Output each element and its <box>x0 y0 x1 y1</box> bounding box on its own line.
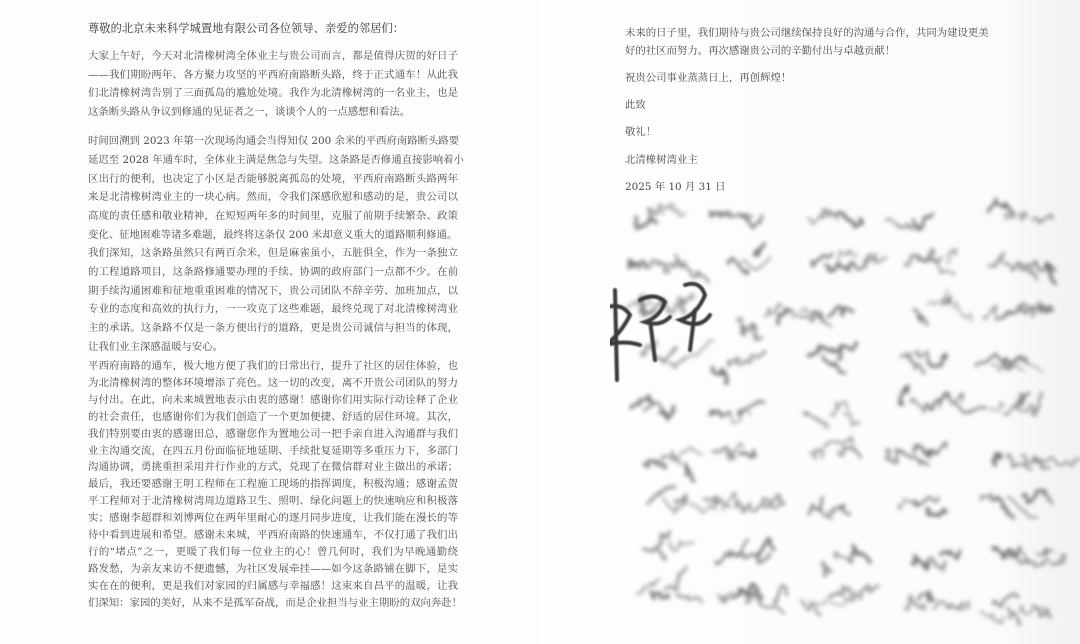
signature-stroke <box>648 205 661 216</box>
letter-line: 我们深知，这条路虽然只有两百余米，但是麻雀虽小，五脏俱全，作为一条独立 <box>88 247 458 259</box>
handwritten-signatures <box>610 190 1080 644</box>
signature-stroke <box>685 463 694 482</box>
letter-line: 路发愁，为亲友来访不便遗憾，为社区发展牵挂——如今这条路铺在脚下，是实 <box>88 562 458 575</box>
letter-line: ——我们期盼两年、各方聚力攻坚的平西府南路断头路，终于正式通车！从此我 <box>88 68 458 81</box>
signature <box>721 492 784 512</box>
signature-stroke <box>980 611 1003 623</box>
letter-line: 实；感谢李超群和刘博两位在两年里耐心的逐月同步进度，让我们能在漫长的等 <box>88 512 458 525</box>
signature-stroke <box>886 219 913 228</box>
signature <box>728 243 771 274</box>
signature-stroke <box>665 567 688 591</box>
signature-stroke <box>1017 393 1029 408</box>
signature <box>980 594 1052 626</box>
signature <box>635 204 686 229</box>
signature-stroke <box>750 323 762 339</box>
signature-stroke <box>990 403 1004 412</box>
signature-stroke <box>1016 263 1037 281</box>
signature <box>710 211 763 228</box>
letter-paragraph <box>88 358 463 612</box>
signature-stroke <box>954 403 987 412</box>
signature-stroke <box>1018 212 1028 221</box>
letter-line: 延迟至 2028 年通车时，全体业主满是焦急与失望。这条路是否修通直接影响着小 <box>88 153 464 166</box>
signature-stroke <box>682 340 713 359</box>
signature-stroke <box>685 265 710 283</box>
letter-line: 的社会责任，也感谢你们为我们创造了一个更加便捷、舒适的居住环境。其次， <box>88 410 458 423</box>
letter-date: 2025 年 10 月 31 日 <box>625 181 726 193</box>
signature-stroke <box>742 256 771 270</box>
signature-stroke <box>1050 554 1065 565</box>
signature <box>648 486 731 513</box>
signature <box>989 252 1057 284</box>
letter-line: 为北清橡树湾的整体环境增添了亮色。这一切的改变，离不开贵公司团队的努力 <box>88 376 458 389</box>
signature-stroke <box>914 351 929 362</box>
letter-line: 待中看到进展和希望。感谢未来城，平西府南路的快速通车，不仅打通了我们出 <box>88 529 458 542</box>
signature <box>976 354 1043 372</box>
signature-stroke <box>838 448 862 458</box>
letter-line: 最后，我还要感谢王明工程师在工程施工现场的指挥调度，积极沟通；感谢孟贺 <box>88 478 458 491</box>
letter-line: 实在在的便利，更是我们对家园的归属感与幸福感！这束来自昌平的温暖，让我 <box>88 579 458 592</box>
signature-stroke <box>814 312 832 327</box>
signature <box>885 443 946 466</box>
signature-stroke <box>885 448 897 463</box>
signature <box>629 255 710 283</box>
signature-stroke <box>905 596 926 610</box>
signature-stroke <box>735 500 750 512</box>
signature <box>994 546 1065 566</box>
signature-stroke <box>639 299 655 315</box>
signature-stroke <box>816 419 829 427</box>
signature-stroke <box>635 217 658 229</box>
signature-stroke <box>758 539 775 556</box>
signature <box>716 539 775 564</box>
signature-stroke <box>1036 549 1053 555</box>
letter-line: 平工程师对于北清橡树湾周边道路卫生、照明、绿化问题上的快速响应和积极落 <box>88 495 458 508</box>
signature-stroke <box>928 354 946 366</box>
signature-stroke <box>642 548 665 559</box>
letter-line: 与付出。在此，向未来城置地表示由衷的感谢！感谢你们用实际行动诠释了企业 <box>88 393 458 406</box>
letter-line: 让我们业主深感温暖与安心。 <box>88 340 224 353</box>
signature-stroke <box>844 414 860 427</box>
signature-stroke <box>774 585 788 603</box>
signature-stroke <box>816 600 848 606</box>
signature <box>990 393 1042 415</box>
closing-jingli: 敬礼！ <box>625 126 657 138</box>
signature-stroke <box>811 253 833 267</box>
letter-line: 时间回溯到 2023 年第一次现场沟通会当得知仅 200 余米的平西府南路断头路要 <box>88 135 460 147</box>
signature-stroke <box>1045 265 1057 284</box>
letter-line: 们北清橡树湾告别了三面孤岛的尴尬处境。我作为北清橡树湾的一名业主，也是 <box>88 87 458 100</box>
signature-stroke <box>668 356 685 368</box>
signature-stroke <box>681 294 692 312</box>
letter-line: 高度的责任感和敬业精神，在短短两年多的时间里，克服了前期手续繁杂、政策 <box>88 210 458 223</box>
signature-stroke <box>778 309 793 325</box>
signature-stroke <box>835 552 854 562</box>
signature <box>988 199 1052 223</box>
signature <box>642 530 694 559</box>
signature-stroke <box>662 204 685 216</box>
signature-stroke <box>993 594 1018 607</box>
signature-stroke <box>656 530 669 545</box>
signature-stroke <box>1032 393 1042 415</box>
signature-stroke <box>669 542 694 550</box>
signature <box>710 401 765 423</box>
signature-stroke <box>898 386 908 405</box>
signature-stroke <box>837 505 851 514</box>
letter-line: 专业的态度和高效的执行力，一一攻克了这些难题，最终兑现了对北清橡树湾业 <box>88 303 458 316</box>
signature-stroke <box>648 486 675 503</box>
signature-stroke <box>677 594 703 602</box>
letter-salutation: 尊敬的北京未来科学城置地有限公司各位领导、亲爱的邻居们： <box>88 22 405 35</box>
signature <box>913 289 972 325</box>
signature-stroke <box>940 550 960 559</box>
signature-stroke <box>1048 457 1080 465</box>
letter-line: 期手续沟通困难和征地重重困难的情况下，贵公司团队不辞辛劳、加班加点，以 <box>88 284 458 297</box>
signature-stroke <box>837 342 857 359</box>
letter-line: 变化、征地困难等诸多难题，最终将这条仅 200 米却意义重大的道路顺利修通。 <box>88 228 458 241</box>
signature-stroke <box>651 590 669 599</box>
letter-line: 平西府南路的通车，极大地方便了我们的日常出行，提升了社区的居住体验，也 <box>88 360 458 372</box>
signature-stroke <box>984 306 998 320</box>
signature-stroke <box>912 497 939 506</box>
signature <box>905 591 969 610</box>
signature <box>631 396 674 419</box>
signature <box>900 351 946 374</box>
signature-stroke <box>740 450 757 458</box>
signature-stroke <box>759 596 784 614</box>
signature-stroke <box>926 509 946 516</box>
letter-line: 业主沟通交流，在四五月份面临征地延期、手续批复延期等多重压力下，多部门 <box>88 444 458 457</box>
signature <box>980 490 1054 520</box>
signature-stroke <box>809 497 823 514</box>
signature <box>637 567 703 603</box>
signature-stroke <box>654 348 677 363</box>
letter-line: 来是北清橡树湾业主的一块心病。然而，令我们深感欣慰和感动的是，贵公司以 <box>88 191 458 204</box>
signature-stroke <box>946 250 958 264</box>
letter-page-right <box>540 0 1080 644</box>
signature <box>898 386 987 413</box>
signature <box>718 584 788 613</box>
signature <box>809 209 863 226</box>
letter-paragraph <box>88 132 464 245</box>
signature-stroke <box>999 307 1027 319</box>
signature <box>912 550 960 571</box>
signature-stroke <box>954 302 972 323</box>
signature <box>898 497 946 516</box>
signature-stroke <box>828 306 854 316</box>
letter-line: 我们特别要由衷的感谢田总，感谢您作为置地公司一把手亲自进入沟通群与我们 <box>88 427 458 440</box>
closing-text: 好的社区而努力。再次感谢贵公司的辛勤付出与卓越贡献！ <box>625 45 896 57</box>
signature <box>803 402 859 428</box>
signature <box>886 213 933 231</box>
closing-text: 未来的日子里，我们期待与贵公司继续保持良好的沟通与合作，共同为建设更美 <box>625 27 989 39</box>
letter-line: 主的承诺。这条路不仅是一条方便出行的道路，更是贵公司诚信与担当的体现， <box>88 322 458 335</box>
signature-stroke <box>809 212 825 224</box>
signature <box>810 438 862 459</box>
letter-line: 这条断头路从争议到修通的见证者之一，谈谈个人的一点感想和看法。 <box>88 106 411 119</box>
signature-stroke <box>727 358 739 367</box>
signature-stroke <box>822 506 837 517</box>
signature <box>992 452 1080 469</box>
signature-stroke <box>988 199 1013 215</box>
signature-stroke <box>858 585 879 598</box>
signature-stroke <box>830 586 852 597</box>
signature-stroke <box>1007 607 1019 626</box>
signature-stroke <box>992 452 1001 465</box>
signature-stroke <box>989 252 1004 266</box>
signature-stroke <box>1032 215 1053 223</box>
letter-line: 的工程道路项目，这条路修通要办理的手续、协调的政府部门一点都不少。在前 <box>88 265 458 278</box>
signature-stroke <box>913 213 934 228</box>
signature-stroke <box>801 601 821 615</box>
signature-stroke <box>736 318 751 335</box>
signature <box>984 303 1053 320</box>
signature-large <box>610 284 710 380</box>
letter-paragraph <box>88 47 458 122</box>
signature-stroke <box>1040 307 1053 314</box>
letter-line: 沟通协调，勇挑重担采用并行作业的方式，兑现了在微信群对业主做出的承诺； <box>88 461 458 474</box>
signature <box>822 545 870 575</box>
signature-stroke <box>810 450 823 459</box>
signature <box>809 342 857 373</box>
signature-stroke <box>919 591 937 601</box>
signature <box>712 443 757 459</box>
signature <box>713 351 767 384</box>
letter-line: 们深知：家园的美好，从来不是孤军奋战，而是企业担当与业主期盼的双向奔赴！ <box>88 596 463 609</box>
signature-stroke <box>809 346 842 355</box>
signature-stroke <box>913 310 928 326</box>
signature-stroke <box>822 563 832 576</box>
signature <box>811 251 887 271</box>
signature-stroke <box>838 251 857 260</box>
signature <box>643 448 703 482</box>
letter-line: 行的“堵点”之一，更暖了我们每一位业主的心！曾几何时，我们为早晚通勤绕 <box>88 545 458 558</box>
letter-line: 区出行的便利，也决定了小区是否能够脱离孤岛的处境，平西府南路断头路两年 <box>88 172 458 185</box>
signature <box>904 250 958 275</box>
signature-stroke <box>615 290 617 380</box>
closing-cizhi: 此致 <box>625 99 646 111</box>
letter-line: 大家上午好，今天对北清橡树湾全体业主与贵公司而言，都是值得庆贺的好日子 <box>88 50 458 62</box>
signature-stroke <box>680 284 710 350</box>
signature-stroke <box>721 492 736 510</box>
signature-stroke <box>676 495 687 503</box>
signature-stroke <box>755 243 765 257</box>
signature-stroke <box>824 438 853 448</box>
signature-stroke <box>741 351 766 366</box>
signature-stroke <box>926 393 949 410</box>
signature <box>809 497 851 517</box>
signer-name: 北清橡树湾业主 <box>625 154 698 166</box>
letter-paragraph <box>88 244 458 357</box>
signature-stroke <box>713 366 729 383</box>
closing-wish: 祝贵公司事业蒸蒸日上，再创辉煌！ <box>625 72 792 84</box>
signature <box>801 585 879 615</box>
signature-stroke <box>837 213 863 227</box>
